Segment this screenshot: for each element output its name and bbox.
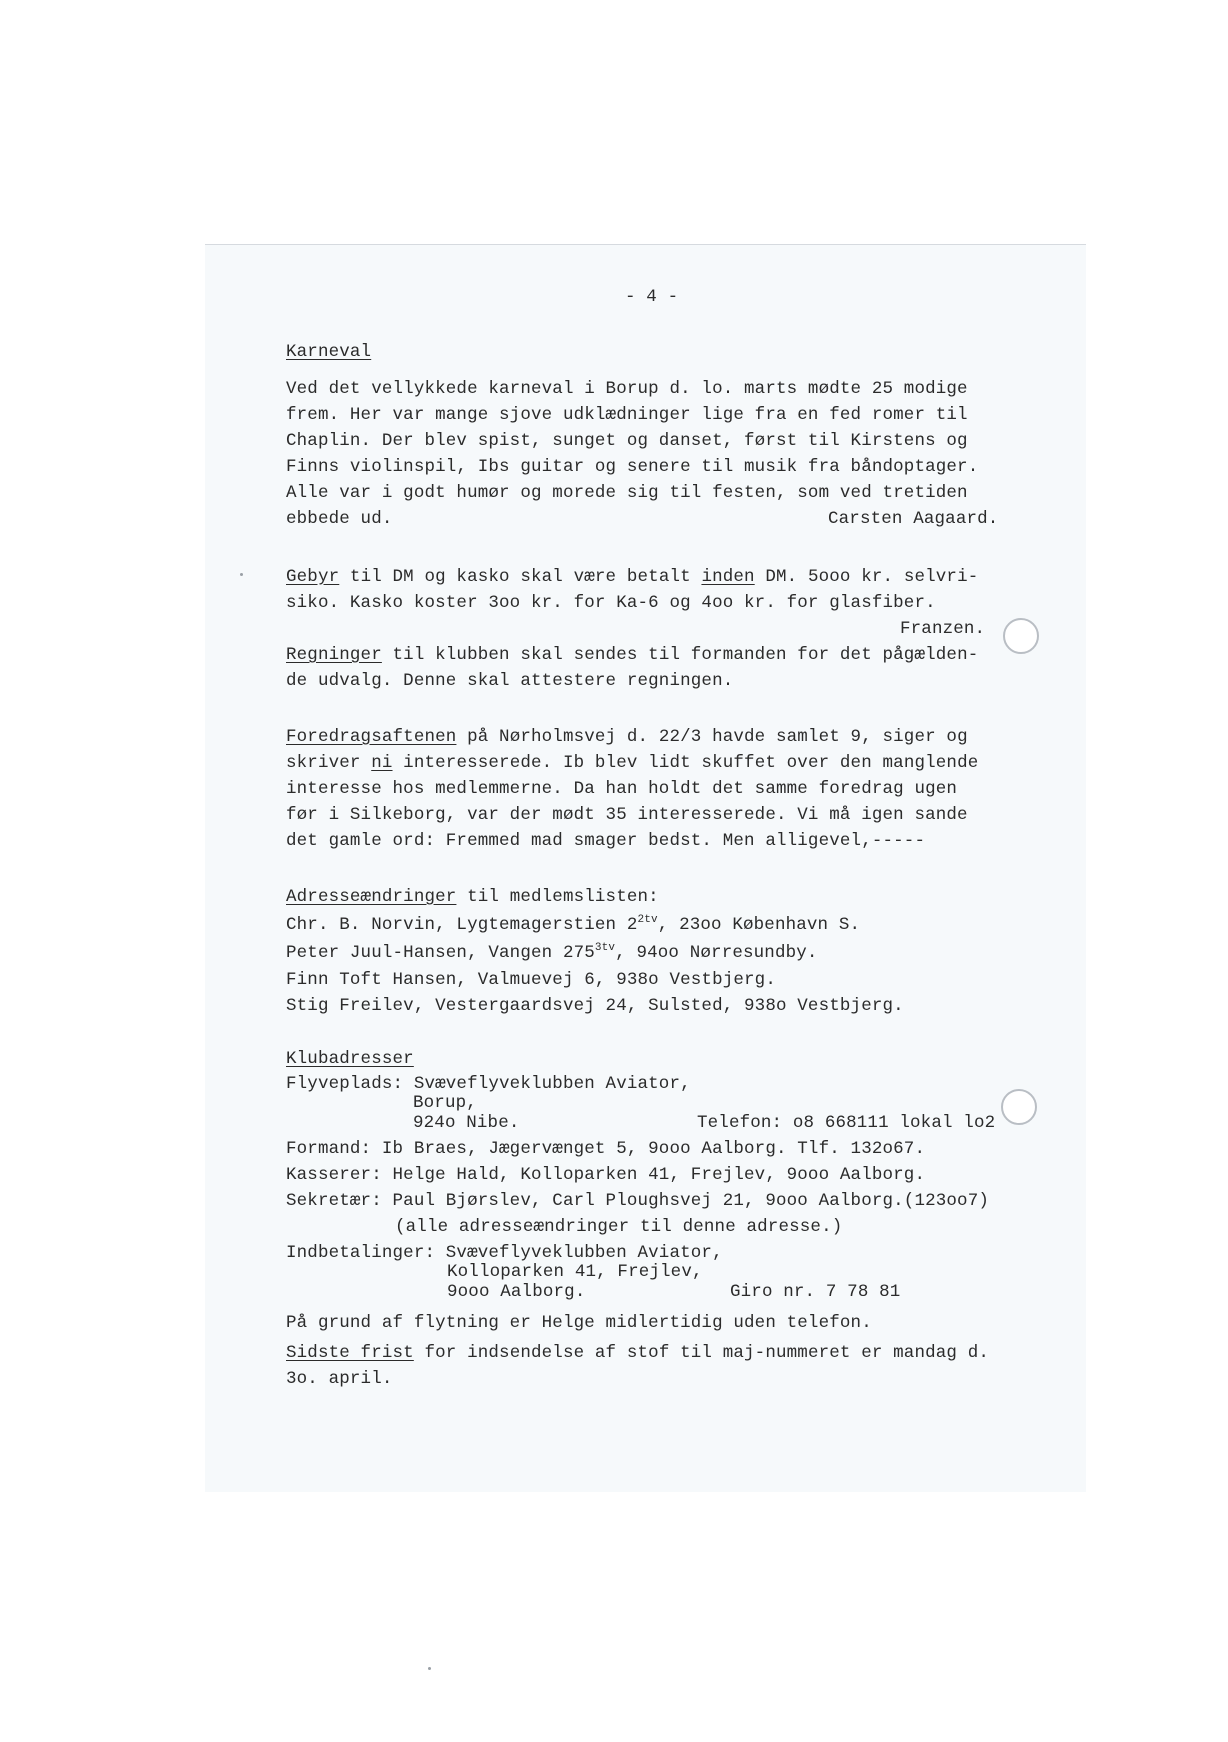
foredrag-term: Foredragsaftenen bbox=[286, 727, 457, 747]
adresse-text: Peter Juul-Hansen, Vangen 275 bbox=[286, 943, 595, 963]
foredrag-line: før i Silkeborg, var der mødt 35 interesserede. Vi må igen sande bbox=[286, 805, 968, 825]
foredrag-text: på Nørholmsvej d. 22/3 havde samlet 9, siger og bbox=[456, 727, 968, 747]
adresse-floor: 2tv bbox=[637, 914, 658, 927]
page-number: - 4 - bbox=[625, 287, 679, 307]
klub-indbetalinger: Indbetalinger: Svæveflyveklubben Aviator, bbox=[286, 1243, 723, 1263]
klub-giro: Giro nr. 7 78 81 bbox=[730, 1282, 901, 1302]
foredrag-text: interesserede. Ib blev lidt skuffet over den manglende bbox=[392, 753, 979, 773]
adresse-entry: Stig Freilev, Vestergaardsvej 24, Sulsted, 938o Vestbjerg. bbox=[286, 996, 904, 1016]
adresse-text: Chr. B. Norvin, Lygtemagerstien 2 bbox=[286, 915, 638, 935]
karneval-line: ebbede ud. bbox=[286, 509, 393, 529]
adresse-term: Adresseændringer bbox=[286, 887, 457, 907]
foredrag-line bbox=[286, 750, 978, 776]
karneval-line: frem. Her var mange sjove udklædninger lige fra en fed romer til bbox=[286, 405, 968, 425]
frist-line bbox=[286, 1340, 989, 1366]
klub-kasserer: Kasserer: Helge Hald, Kolloparken 41, Frejlev, 9ooo Aalborg. bbox=[286, 1165, 926, 1185]
punch-hole-bottom bbox=[1001, 1089, 1037, 1125]
frist-term: Sidste frist bbox=[286, 1343, 414, 1363]
regninger-line: de udvalg. Denne skal attestere regningen. bbox=[286, 671, 734, 691]
adresse-entry: Finn Toft Hansen, Valmuevej 6, 938o Vestbjerg. bbox=[286, 970, 776, 990]
regninger-line bbox=[286, 642, 978, 668]
gebyr-emphasis: inden bbox=[701, 567, 755, 587]
klub-nibe: 924o Nibe. bbox=[413, 1113, 520, 1133]
gebyr-line: siko. Kasko koster 3oo kr. for Ka-6 og 4oo kr. for glasfiber. bbox=[286, 593, 936, 613]
klub-aalborg: 9ooo Aalborg. bbox=[447, 1282, 586, 1302]
adresse-entry bbox=[286, 912, 860, 938]
gebyr-text: til DM og kasko skal være betalt bbox=[339, 567, 702, 587]
gebyr-signature: Franzen. bbox=[900, 619, 986, 639]
foredrag-line bbox=[286, 724, 968, 750]
foredrag-emphasis: ni bbox=[371, 753, 393, 773]
regninger-term: Regninger bbox=[286, 645, 382, 665]
karneval-line: Alle var i godt humør og morede sig til festen, som ved tretiden bbox=[286, 483, 968, 503]
foredrag-text: skriver bbox=[286, 753, 372, 773]
adresse-text: , 23oo København S. bbox=[657, 915, 861, 935]
gebyr-text: DM. 5ooo kr. selvri- bbox=[754, 567, 979, 587]
gebyr-term: Gebyr bbox=[286, 567, 340, 587]
gebyr-line bbox=[286, 564, 978, 590]
regninger-text: til klubben skal sendes til formanden for det pågælden- bbox=[381, 645, 979, 665]
klub-formand: Formand: Ib Braes, Jægervænget 5, 9ooo Aalborg. Tlf. 132o67. bbox=[286, 1139, 926, 1159]
klub-borup: Borup, bbox=[413, 1093, 477, 1113]
speck bbox=[428, 1667, 431, 1670]
foredrag-line: det gamle ord: Fremmed mad smager bedst. Men alligevel,----- bbox=[286, 831, 926, 851]
karneval-line: Finns violinspil, Ibs guitar og senere til musik fra båndoptager. bbox=[286, 457, 979, 477]
klub-telefon: Telefon: o8 668111 lokal lo2 bbox=[697, 1113, 996, 1133]
klub-flytning: På grund af flytning er Helge midlertidig uden telefon. bbox=[286, 1313, 872, 1333]
karneval-heading: Karneval bbox=[286, 342, 372, 362]
klub-flyveplads: Flyveplads: Svæveflyveklubben Aviator, bbox=[286, 1074, 691, 1094]
adresse-entry bbox=[286, 940, 818, 966]
frist-line: 3o. april. bbox=[286, 1369, 393, 1389]
klub-heading: Klubadresser bbox=[286, 1049, 414, 1069]
adresse-floor: 3tv bbox=[594, 942, 616, 955]
klub-sekretaer: Sekretær: Paul Bjørslev, Carl Ploughsvej 21, 9ooo Aalborg.(123oo7) bbox=[286, 1191, 990, 1211]
karneval-line: Chaplin. Der blev spist, sunget og danset, først til Kirstens og bbox=[286, 431, 968, 451]
adresse-line bbox=[286, 884, 659, 910]
karneval-signature: Carsten Aagaard. bbox=[828, 509, 999, 529]
speck bbox=[240, 573, 243, 576]
klub-note: (alle adresseændringer til denne adresse.) bbox=[395, 1217, 843, 1237]
klub-kolloparken: Kolloparken 41, Frejlev, bbox=[447, 1262, 703, 1282]
adresse-text: , 94oo Nørresundby. bbox=[615, 943, 818, 963]
punch-hole-top bbox=[1003, 618, 1039, 654]
frist-text: for indsendelse af stof til maj-nummeret er mandag d. bbox=[413, 1343, 990, 1363]
karneval-line: Ved det vellykkede karneval i Borup d. lo. marts mødte 25 modige bbox=[286, 379, 968, 399]
foredrag-line: interesse hos medlemmerne. Da han holdt det samme foredrag ugen bbox=[286, 779, 958, 799]
adresse-text: til medlemslisten: bbox=[456, 887, 659, 907]
